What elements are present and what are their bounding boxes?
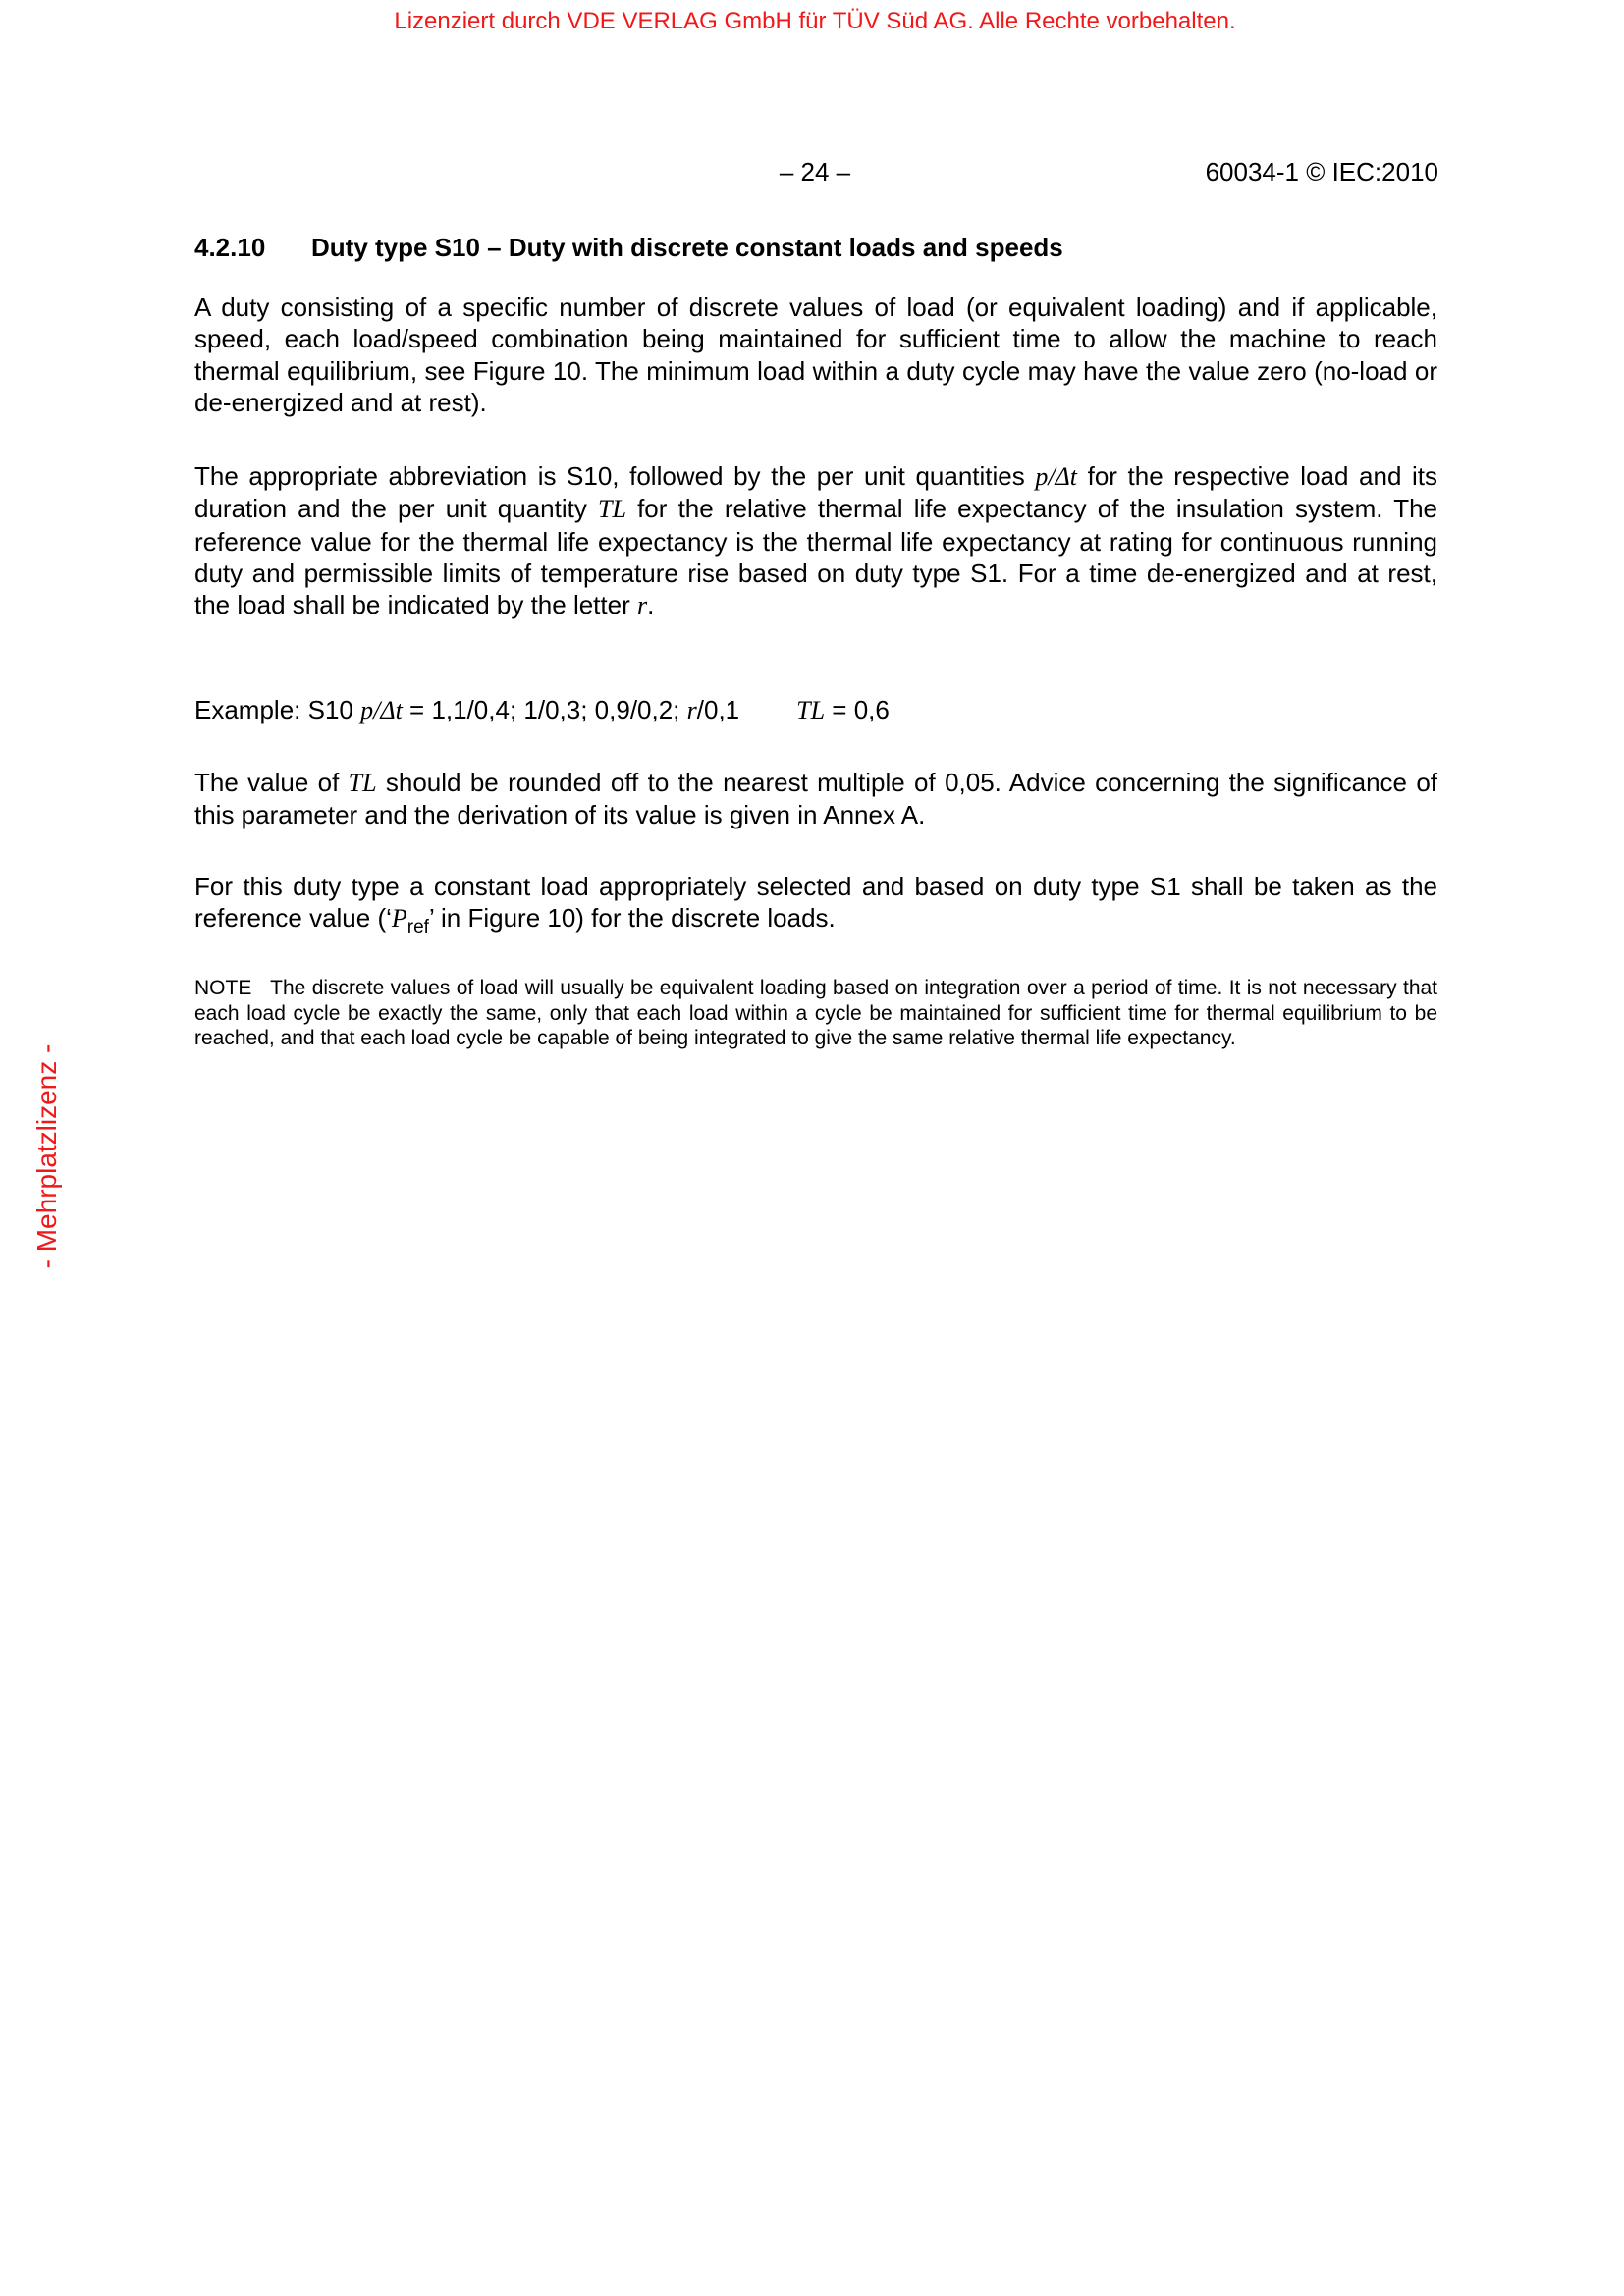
math-symbol: r bbox=[686, 696, 697, 724]
paragraph-reference-value bbox=[194, 871, 1437, 944]
text: Example: S10 bbox=[194, 695, 361, 724]
note-label: NOTE bbox=[194, 977, 252, 999]
subscript: ref bbox=[406, 917, 429, 938]
side-watermark: - Mehrplatzlizenz - bbox=[31, 1043, 62, 1269]
text: . bbox=[647, 590, 655, 620]
text: should be rounded off to the nearest multiple of 0,05. Advice concerning the significance of this parameter and the derivation of its value is given in Annex A. bbox=[194, 768, 1438, 830]
page-number: – 24 – bbox=[779, 157, 851, 187]
math-symbol: TL bbox=[796, 696, 826, 724]
math-symbol: p/Δt bbox=[360, 696, 403, 724]
math-symbol: r bbox=[636, 591, 648, 620]
paragraph-definition: A duty consisting of a specific number of discrete values of load (or equivalent loading) and if applicable, speed, each load/speed combination being maintained for sufficient time to allow the machine to reach thermal equilibrium, see Figure 10. The minimum load within a duty cycle may have the value zero (no-load or de-energized and at rest). bbox=[194, 293, 1437, 417]
text: for the relative thermal life expectancy of the insulation system. The reference value for the thermal life expectancy is the thermal life expectancy at rating for continuous running duty and permissible limits of temperature rise based on duty type S1. For a time de-energized and at rest, the load shall be indicated by the letter bbox=[194, 494, 1437, 620]
paragraph-rounding bbox=[194, 767, 1437, 831]
license-watermark: Lizenziert durch VDE VERLAG GmbH für TÜV Süd AG. Alle Rechte vorbehalten. bbox=[394, 8, 1236, 34]
text: The value of bbox=[194, 768, 349, 797]
math-symbol: TL bbox=[598, 495, 626, 524]
note bbox=[194, 976, 1437, 1051]
section-heading bbox=[194, 233, 1063, 263]
math-symbol: P bbox=[391, 904, 407, 934]
text: = 0,6 bbox=[825, 695, 890, 724]
text: ’ in Figure 10) for the discrete loads. bbox=[428, 903, 836, 934]
math-symbol: p/Δt bbox=[1035, 462, 1078, 491]
note-text: The discrete values of load will usually be equivalent loading based on integration over a period of time. It is not necessary that each load cycle be exactly the same, only that each load within a cycle be maintained for sufficient time for thermal equilibrium to be reached, and that each load cycle be capable of being integrated to give the same relative thermal life expectancy. bbox=[194, 977, 1438, 1049]
text: The appropriate abbreviation is S10, followed by the per unit quantities bbox=[194, 461, 1036, 491]
section-number: 4.2.10 bbox=[194, 233, 266, 262]
text: = 1,1/0,4; 1/0,3; 0,9/0,2; bbox=[402, 695, 687, 724]
text: For this duty type a constant load appropriately selected and based on duty type S1 shall be taken as the reference value (‘ bbox=[194, 872, 1437, 934]
math-symbol: TL bbox=[348, 769, 377, 797]
section-title: Duty type S10 – Duty with discrete constant loads and speeds bbox=[311, 233, 1063, 262]
text: /0,1 bbox=[696, 695, 740, 724]
paragraph-abbreviation bbox=[194, 460, 1437, 621]
text: for the respective load and its duration and the per unit quantity bbox=[194, 461, 1437, 524]
paragraph-example bbox=[194, 694, 1437, 726]
document-reference: 60034-1 © IEC:2010 bbox=[1205, 157, 1438, 187]
